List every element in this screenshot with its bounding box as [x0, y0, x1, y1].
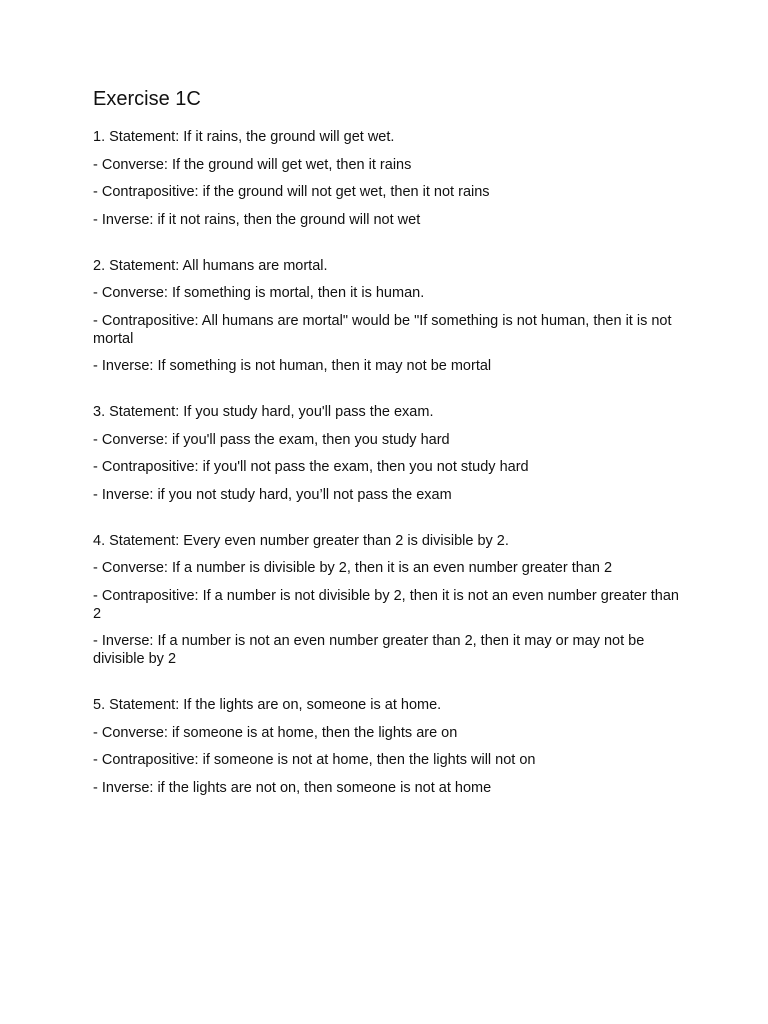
exercise-2-contrapositive: - Contrapositive: All humans are mortal" would be "If something is not human, then it is not mortal — [93, 312, 672, 347]
exercise-3-inverse: - Inverse: if you not study hard, you’ll not pass the exam — [93, 486, 452, 503]
exercise-2 — [93, 257, 683, 376]
exercise-5-inverse: - Inverse: if the lights are not on, then someone is not at home — [93, 779, 492, 796]
exercise-1 — [93, 128, 683, 229]
exercise-5-statement: 5. Statement: If the lights are on, someone is at home. — [93, 697, 442, 713]
exercise-3-statement: 3. Statement: If you study hard, you'll pass the exam. — [93, 404, 434, 420]
exercise-4-inverse: - Inverse: If a number is not an even number greater than 2, then it may or may not be divisible by 2 — [93, 633, 645, 667]
exercise-2-inverse: - Inverse: If something is not human, then it may not be mortal — [93, 358, 492, 374]
exercise-4-statement: 4. Statement: Every even number greater than 2 is divisible by 2. — [93, 532, 509, 549]
exercise-3-converse: - Converse: if you'll pass the exam, then you study hard — [93, 431, 450, 448]
exercise-4 — [93, 532, 683, 669]
exercise-1-converse: - Converse: If the ground will get wet, then it rains — [93, 156, 412, 173]
exercise-5 — [93, 696, 683, 797]
exercise-3 — [93, 403, 683, 504]
exercise-1-inverse: - Inverse: if it not rains, then the ground will not wet — [93, 211, 421, 228]
document-title: Exercise 1C — [93, 88, 201, 110]
exercise-3-contrapositive: - Contrapositive: if you'll not pass the exam, then you not study hard — [93, 459, 529, 475]
exercise-4-converse: - Converse: If a number is divisible by 2, then it is an even number greater than 2 — [93, 560, 613, 576]
exercise-1-contrapositive: - Contrapositive: if the ground will not get wet, then it not rains — [93, 184, 490, 200]
exercise-1-statement: 1. Statement: If it rains, the ground will get wet. — [93, 129, 395, 145]
exercise-2-converse: - Converse: If something is mortal, then it is human. — [93, 285, 425, 301]
exercise-4-contrapositive: - Contrapositive: If a number is not divisible by 2, then it is not an even number greater than 2 — [93, 587, 679, 622]
exercise-5-converse: - Converse: if someone is at home, then the lights are on — [93, 724, 458, 741]
exercise-5-contrapositive: - Contrapositive: if someone is not at home, then the lights will not on — [93, 752, 536, 768]
document-page — [93, 86, 683, 806]
exercise-2-statement: 2. Statement: All humans are mortal. — [93, 257, 328, 274]
